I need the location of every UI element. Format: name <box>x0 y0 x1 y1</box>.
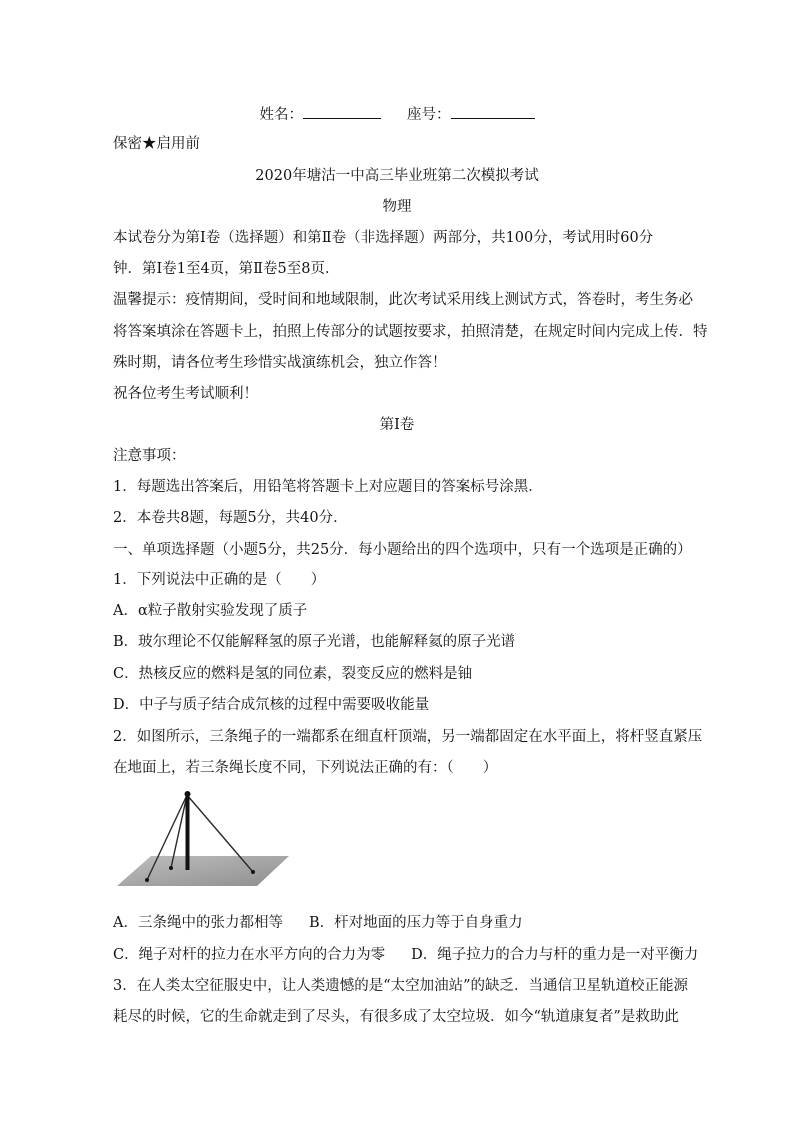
confidential-mark: 保密★启用前 <box>113 136 200 152</box>
question-option-row <box>113 913 523 933</box>
wish-line: 祝各位考生考试顺利！ <box>113 386 258 402</box>
reminder-line: 温馨提示：疫情期间，受时间和地域限制，此次考试采用线上测试方式，答卷时，考生务必 <box>113 292 693 308</box>
seat-label: 座号： <box>407 107 451 123</box>
question-stem: 1．下列说法中正确的是（ ） <box>113 572 326 588</box>
student-info-header <box>0 104 794 125</box>
exam-title: 2020年塘沽一中高三毕业班第二次模拟考试 <box>255 168 539 184</box>
question-option: D．绳子拉力的合力与杆的重力是一对平衡力 <box>411 947 699 963</box>
question-stem: 耗尽的时候，它的生命就走到了尽头，有很多成了太空垃圾．如今“轨道康复者”是救助此 <box>113 1009 679 1025</box>
question-option-row <box>113 945 698 965</box>
reminder-line: 殊时期，请各位考生珍惜实战演练机会，独立作答！ <box>113 355 447 371</box>
question-option: C．热核反应的燃料是氢的同位素，裂变反应的燃料是铀 <box>113 666 473 682</box>
question-stem: 在地面上，若三条绳长度不同，下列说法正确的有：（ ） <box>113 760 498 776</box>
ground-plane <box>117 856 289 886</box>
question-option: C．绳子对杆的拉力在水平方向的合力为零 <box>113 947 386 963</box>
subject-title: 物理 <box>382 199 412 215</box>
note-item: 2．本卷共8题，每题5分，共40分． <box>113 510 348 526</box>
note-item: 1．每题选出答案后，用铅笔将答题卡上对应题目的答案标号涂黑． <box>113 479 543 495</box>
rope-anchor <box>145 878 149 882</box>
rope-anchor <box>169 866 173 870</box>
pole-ropes-figure <box>113 788 293 890</box>
question-stem: 2．如图所示，三条绳子的一端都系在细直杆顶端，另一端都固定在水平面上，将杆竖直紧压 <box>113 729 703 745</box>
intro-line: 本试卷分为第Ⅰ卷（选择题）和第Ⅱ卷（非选择题）两部分，共100分，考试用时60分 <box>113 230 654 246</box>
question-option: A．三条绳中的张力都相等 <box>113 915 283 931</box>
question-option: B．玻尔理论不仅能解释氢的原子光谱，也能解释氦的原子光谱 <box>113 634 516 650</box>
pole <box>186 794 190 870</box>
name-blank <box>303 104 381 119</box>
name-label: 姓名： <box>259 107 303 123</box>
question-option: B．杆对地面的压力等于自身重力 <box>308 915 523 931</box>
seat-blank <box>451 104 535 119</box>
section-heading: 一、单项选择题（小题5分，共25分．每小题给出的四个选项中，只有一个选项是正确的） <box>113 542 692 558</box>
part-title: 第Ⅰ卷 <box>379 417 415 433</box>
reminder-line: 将答案填涂在答题卡上，拍照上传部分的试题按要求，拍照清楚，在规定时间内完成上传．特 <box>113 324 708 340</box>
rope-anchor <box>251 870 255 874</box>
question-option: A．α粒子散射实验发现了质子 <box>113 603 308 619</box>
intro-line: 钟．第Ⅰ卷1至4页，第Ⅱ卷5至8页． <box>113 261 340 277</box>
pole-top <box>185 791 191 797</box>
question-stem: 3．在人类太空征服史中，让人类遗憾的是“太空加油站”的缺乏．当通信卫星轨道校正能源 <box>113 978 689 994</box>
notes-title: 注意事项： <box>113 448 186 464</box>
question-option: D．中子与质子结合成氘核的过程中需要吸收能量 <box>113 697 430 713</box>
